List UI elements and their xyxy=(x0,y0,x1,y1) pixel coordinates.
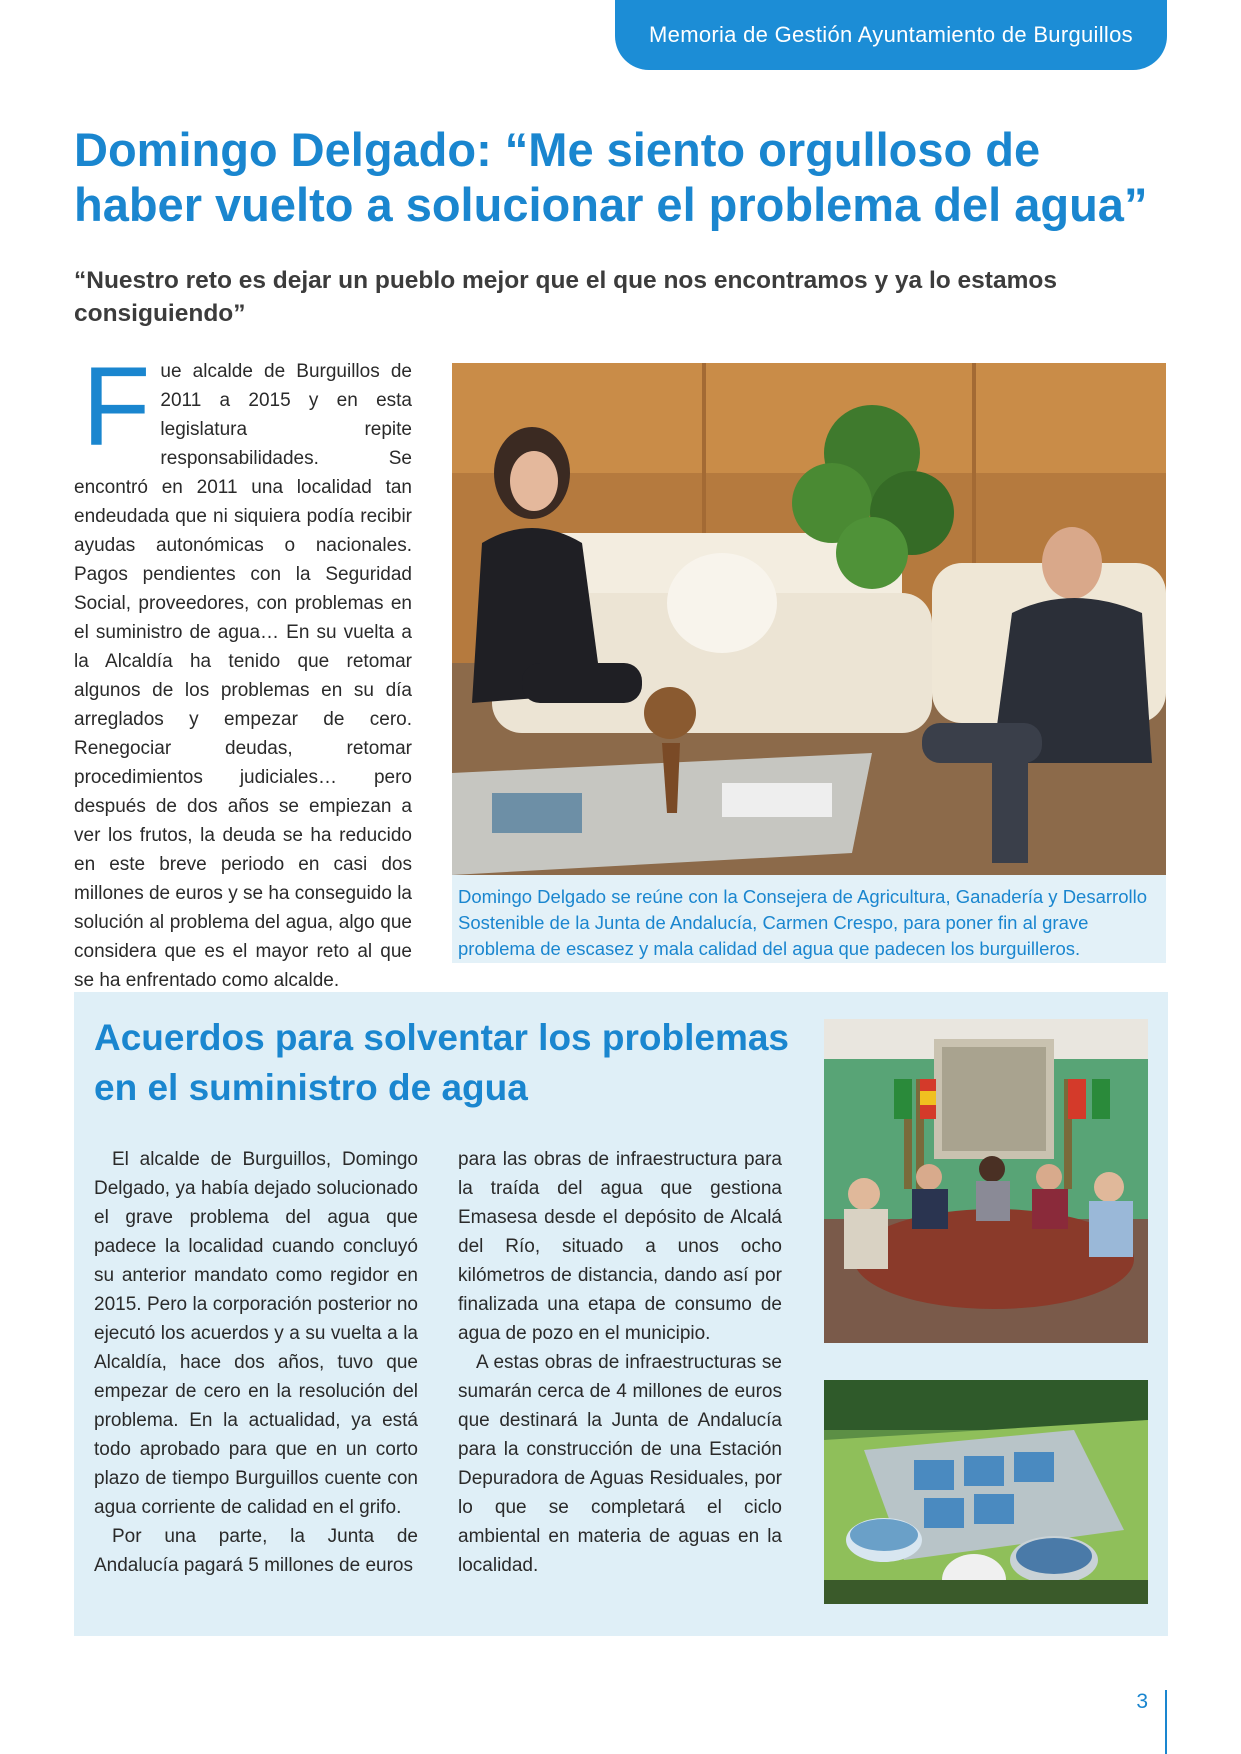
photo-caption: Domingo Delgado se reúne con la Consejera de Agricultura, Ganadería y Desarrollo Sostenible de la Junta de Andalucía, Carmen Crespo, para poner fin al grave problema de escasez y mala calidad del agua que padecen los burguilleros. xyxy=(452,875,1166,963)
meeting-room-illustration xyxy=(824,1019,1148,1343)
drop-cap: F xyxy=(82,344,151,469)
box-col2-paragraph-1: para las obras de infraestructura para la traída del agua que gestiona Emasesa desde el depósito de Alcalá del Río, situado a unos ocho kilómetros de distancia, dando así por finalizada una etapa de consumo de agua de pozo en el municipio. xyxy=(458,1149,782,1344)
box-column-2 xyxy=(458,1145,782,1580)
publication-header: Memoria de Gestión Ayuntamiento de Burguillos xyxy=(615,0,1167,70)
article-subtitle: “Nuestro reto es dejar un pueblo mejor que el que nos encontramos y ya lo estamos consiguiendo” xyxy=(74,267,1057,327)
meeting-room-photo xyxy=(824,1019,1148,1343)
box-col1-paragraph-1: El alcalde de Burguillos, Domingo Delgado, ya había dejado solucionado el grave problema del agua que padece la localidad cuando concluyó su anterior mandato como regidor en 2015. Pero la corporación posterior no ejecutó los acuerdos y a su vuelta a la Alcaldía, hace dos años, tuvo que empezar de cero en la resolución del problema. En la actualidad, ya está todo aprobado para que en un corto plazo de tiempo Burguillos cuente con agua corriente de calidad en el grifo. xyxy=(94,1149,418,1518)
article-title xyxy=(74,122,1174,232)
page-number: 3 xyxy=(1136,1690,1148,1713)
box-col2-paragraph-2: A estas obras de infraestructuras se sumarán cerca de 4 millones de euros que destinará la Junta de Andalucía para la construcción de una Estación Depuradora de Aguas Residuales, por lo que se completará el ciclo ambiental en materia de aguas en la localidad. xyxy=(458,1352,782,1576)
article-title-line2: haber vuelto a solucionar el problema del agua” xyxy=(74,178,1148,231)
intro-paragraph xyxy=(74,344,412,995)
page-number-rule xyxy=(1165,1690,1167,1754)
box-title: Acuerdos para solventar los problemas en el suministro de agua xyxy=(94,1017,790,1108)
box-column-1 xyxy=(94,1145,418,1580)
meeting-photo xyxy=(452,363,1166,875)
article-title-line1: Domingo Delgado: “Me siento orgulloso de xyxy=(74,123,1041,176)
meeting-photo-illustration xyxy=(452,363,1166,875)
treatment-plant-illustration xyxy=(824,1380,1148,1604)
box-col1-paragraph-2: Por una parte, la Junta de Andalucía pagará 5 millones de euros xyxy=(94,1526,418,1576)
intro-text: ue alcalde de Burguillos de 2011 a 2015 y en esta legislatura repite responsabilidades. Se encontró en 2011 una localidad tan endeudada que ni siquiera podía recibir ayudas autonómicas o nacionales. Pagos pendientes con la Seguridad Social, proveedores, con problemas en el suministro de agua… En su vuelta a la Alcaldía ha tenido que retomar algunos de los problemas en su día arreglados y empezar de cero. Renegociar deudas, retomar procedimientos judiciales… pero después de dos años se empiezan a ver los frutos, la deuda se ha reducido en este breve periodo en casi dos millones de euros y se ha conseguido la solución al problema del agua, algo que considera que es el mayor reto al que se ha enfrentado como alcalde. xyxy=(74,361,412,991)
treatment-plant-render xyxy=(824,1380,1148,1604)
